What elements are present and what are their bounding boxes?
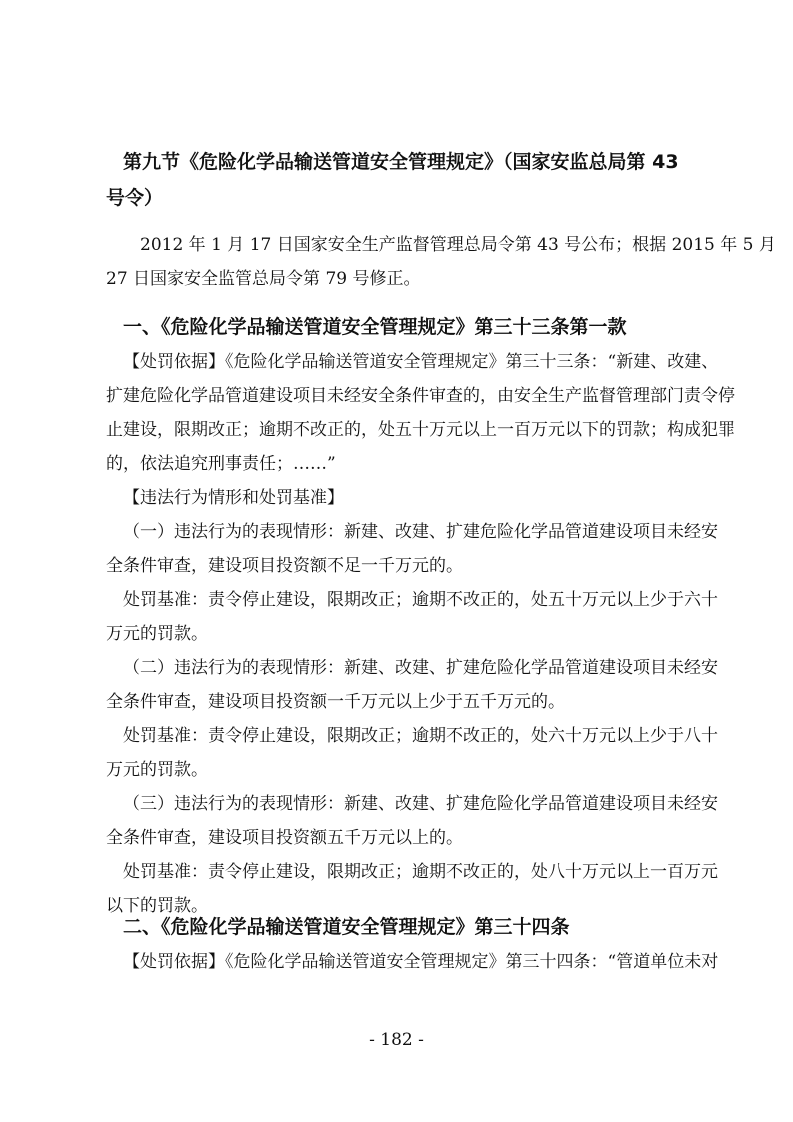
criteria-heading: 【违法行为情形和处罚基准】 bbox=[123, 488, 344, 508]
text-line: 2012 年 1 月 17 日国家安全生产监督管理总局令第 43 号公布；根据 2015 年 5 月 bbox=[140, 235, 776, 255]
penalty-standard-2 bbox=[106, 719, 718, 787]
text-line: 处罚基准：责令停止建设，限期改正；逾期不改正的，处八十万元以上一百万元 bbox=[123, 862, 718, 882]
text-line: 【处罚依据】《危险化学品输送管道安全管理规定》第三十四条：“管道单位未对 bbox=[123, 952, 719, 972]
text-line: 的，依法追究刑事责任；……” bbox=[106, 454, 336, 474]
intro-paragraph bbox=[106, 228, 776, 296]
text-line: 万元的罚款。 bbox=[106, 760, 208, 780]
text-line: 27 日国家安全监管总局令第 79 号修正。 bbox=[106, 269, 421, 289]
section-title bbox=[106, 144, 696, 216]
text-line: 全条件审查，建设项目投资额一千万元以上少于五千万元的。 bbox=[106, 692, 565, 712]
violation-case-3 bbox=[106, 787, 718, 855]
text-line: 万元的罚款。 bbox=[106, 624, 208, 644]
text-line: 全条件审查，建设项目投资额五千万元以上的。 bbox=[106, 828, 463, 848]
section-title-line: 第九节《危险化学品输送管道安全管理规定》（国家安监总局第 43 bbox=[123, 151, 679, 173]
article-heading: 二、《危险化学品输送管道安全管理规定》第三十四条 bbox=[123, 916, 570, 938]
text-line: 全条件审查，建设项目投资额不足一千万元的。 bbox=[106, 556, 463, 576]
article-1 bbox=[106, 309, 735, 923]
text-line: 【处罚依据】《危险化学品输送管道安全管理规定》第三十三条：“新建、改建、 bbox=[123, 352, 719, 372]
text-line: （二）违法行为的表现情形：新建、改建、扩建危险化学品管道建设项目未经安 bbox=[123, 658, 718, 678]
text-line: 处罚基准：责令停止建设，限期改正；逾期不改正的，处五十万元以上少于六十 bbox=[123, 590, 718, 610]
text-line: （一）违法行为的表现情形：新建、改建、扩建危险化学品管道建设项目未经安 bbox=[123, 522, 718, 542]
violation-case-1 bbox=[106, 515, 718, 583]
text-line: （三）违法行为的表现情形：新建、改建、扩建危险化学品管道建设项目未经安 bbox=[123, 794, 718, 814]
article-2 bbox=[106, 909, 719, 979]
section-title-line: 号令） bbox=[106, 187, 164, 209]
penalty-standard-1 bbox=[106, 583, 718, 651]
text-line: 扩建危险化学品管道建设项目未经安全条件审查的，由安全生产监督管理部门责令停 bbox=[106, 386, 735, 406]
violation-case-2 bbox=[106, 651, 718, 719]
text-line: 处罚基准：责令停止建设，限期改正；逾期不改正的，处六十万元以上少于八十 bbox=[123, 726, 718, 746]
page-number: - 182 - bbox=[369, 1030, 424, 1050]
penalty-basis bbox=[106, 345, 735, 481]
text-line: 止建设，限期改正；逾期不改正的，处五十万元以上一百万元以下的罚款；构成犯罪 bbox=[106, 420, 735, 440]
text-line: 以下的罚款。 bbox=[106, 896, 208, 916]
article-heading: 一、《危险化学品输送管道安全管理规定》第三十三条第一款 bbox=[123, 316, 627, 338]
